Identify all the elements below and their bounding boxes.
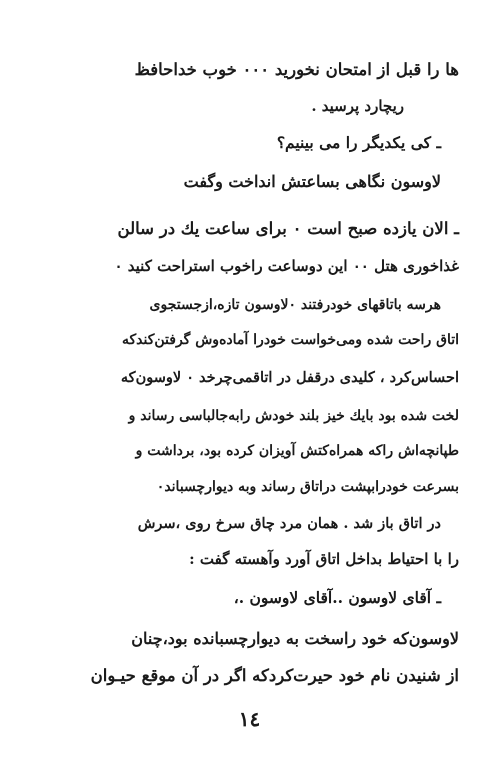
text-line-7: هرسه باتاقهای خودرفتند ٠لاوسون تازه،ازجستجوی [149,297,441,313]
text-line-17: از شنیدن نام خود حیرت‌کردکه اگر در آن موقع حیـوان [90,666,459,685]
text-line-5: ـ الان یازده صبح است ٠ برای ساعت یك در سالن [117,219,459,238]
text-line-9: احساس‌کرد ، کلیدی درقفل در اتاقمی‌چرخد ٠ لاوسون‌که [120,369,459,386]
text-line-2: ریچارد پرسید . [311,97,404,115]
text-line-11: طپانچه‌اش راکه همراه‌کتش آویزان کرده بود، برداشت و [135,443,459,459]
text-line-12: بسرعت خودرابپشت دراتاق رساند وبه دیوارچسباند٠ [156,479,459,495]
text-line-16: لاوسون‌که خود راسخت به دیوارچسبانده بود،چنان [131,629,459,648]
text-line-3: ـ کی یکدیگر را می بینیم؟ [276,133,441,152]
page-number: ١٤ [238,707,261,731]
text-line-14: را با احتیاط بداخل اتاق آورد وآهسته گفت : [189,550,459,568]
text-line-8: اتاق راحت شده ومی‌خواست خودرا آماده‌وش گرفتن‌کندکه [121,332,459,348]
text-line-4: لاوسون نگاهی بساعتش انداخت وگفت [183,172,441,191]
text-line-1: ها را قبل از امتحان نخورید ٠٠٠ خوب خداحافظ [134,60,459,79]
text-line-15: ـ آقای لاوسون ..آقای لاوسون .، [233,588,441,607]
text-line-10: لخت شده بود بایك خیز بلند خودش رابه‌جالباسی رساند و [128,408,459,424]
text-line-13: در اتاق باز شد . همان مرد چاق سرخ روی ،سرش [137,515,441,532]
text-line-6: غذاخوری هتل ٠٠ این دوساعت راخوب استراحت کنید ٠ [114,257,459,275]
